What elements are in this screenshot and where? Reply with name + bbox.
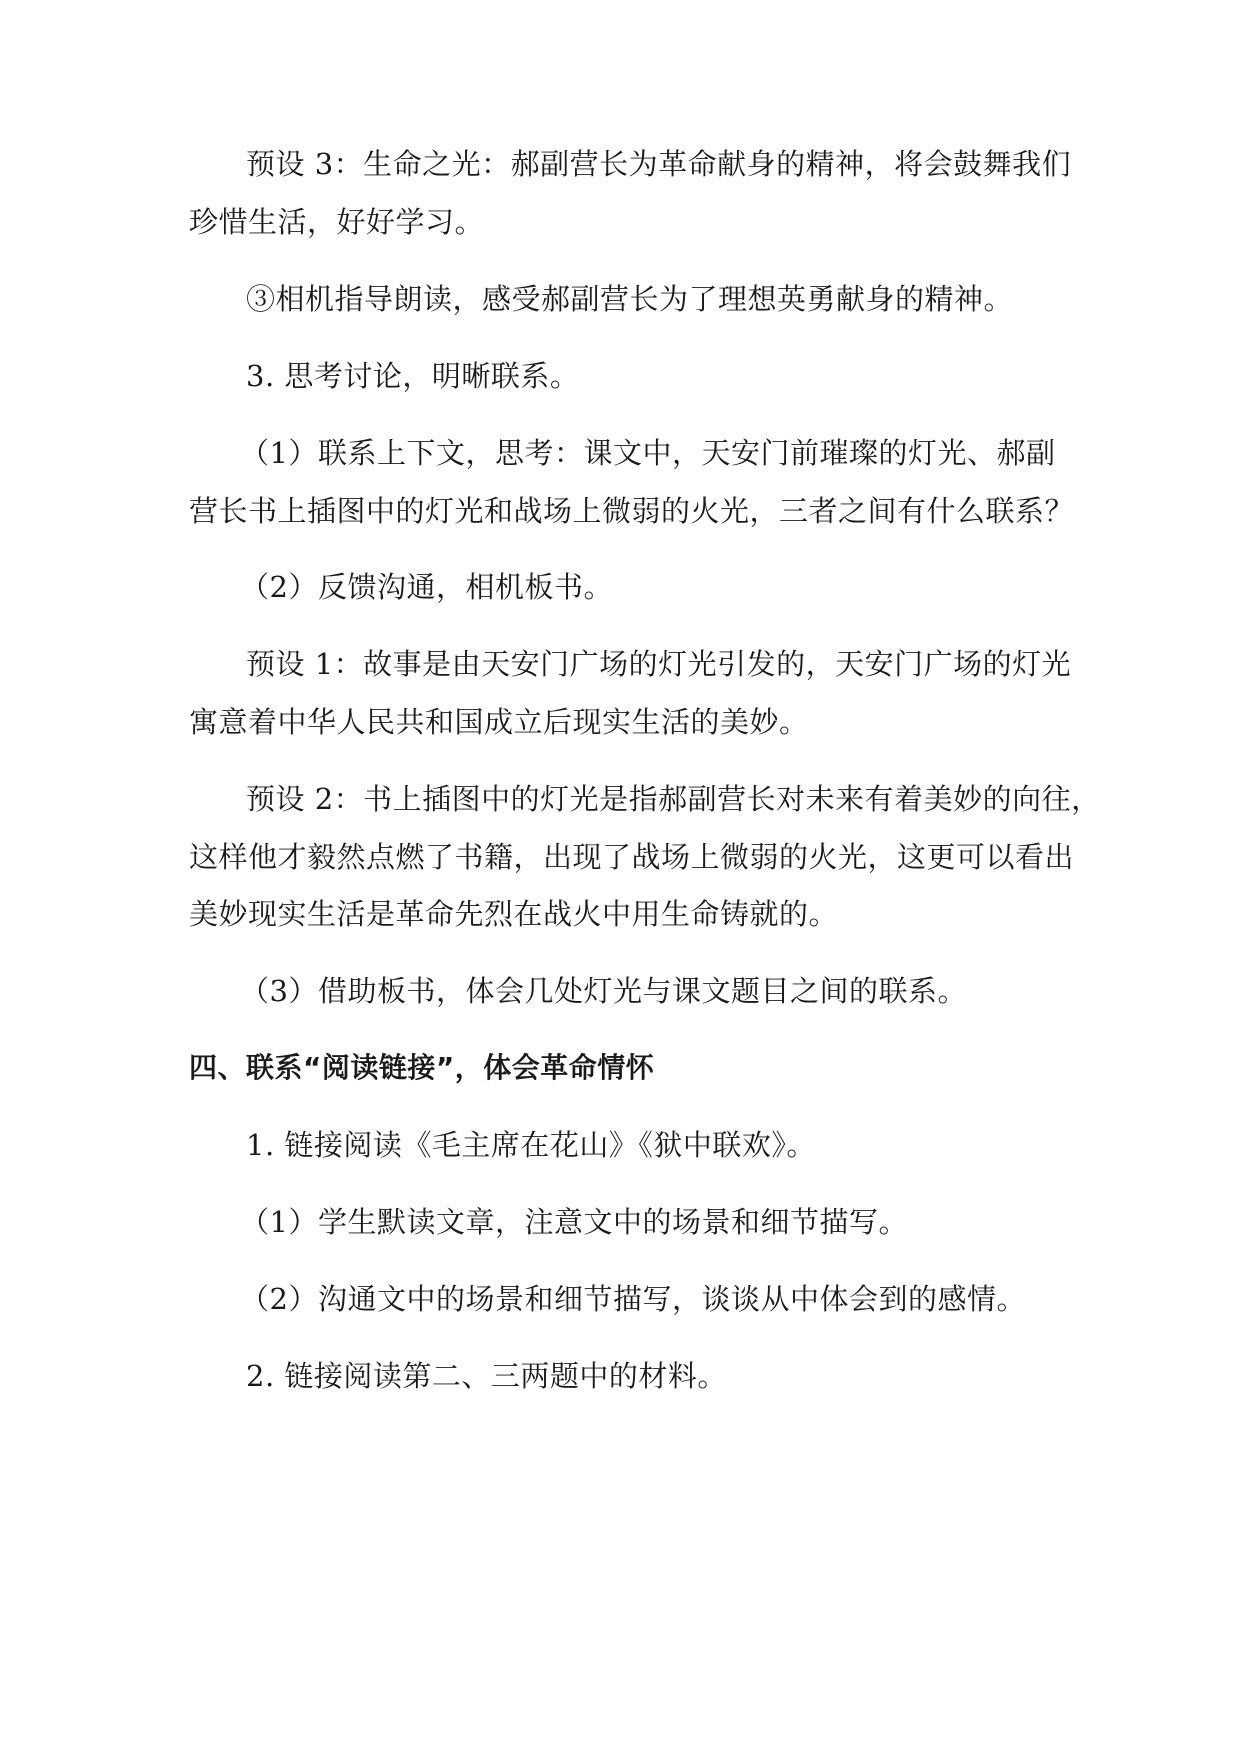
paragraph-item-2: （2）反馈沟通，相机板书。 bbox=[240, 570, 613, 604]
paragraph-link-reading-1: 1. 链接阅读《毛主席在花山》《狱中联欢》。 bbox=[246, 1128, 816, 1162]
paragraph-preset-2-line-1: 预设 2：书上插图中的灯光是指郝副营长对未来有着美妙的向往， bbox=[246, 782, 1101, 816]
paragraph-item-1-line-1: （1）联系上下文，思考：课文中，天安门前璀璨的灯光、郝副 bbox=[240, 436, 1056, 470]
paragraph-discussion-heading: 3. 思考讨论，明晰联系。 bbox=[246, 359, 580, 393]
paragraph-preset-3-line-2: 珍惜生活，好好学习。 bbox=[189, 205, 485, 239]
paragraph-guided-reading: ③相机指导朗读，感受郝副营长为了理想英勇献身的精神。 bbox=[246, 282, 1014, 316]
paragraph-communicate: （2）沟通文中的场景和细节描写，谈谈从中体会到的感情。 bbox=[240, 1282, 1026, 1316]
paragraph-preset-1-line-2: 寓意着中华人民共和国成立后现实生活的美妙。 bbox=[189, 705, 809, 739]
paragraph-link-reading-2: 2. 链接阅读第二、三两题中的材料。 bbox=[246, 1359, 727, 1393]
paragraph-item-1-line-2: 营长书上插图中的灯光和战场上微弱的火光，三者之间有什么联系？ bbox=[189, 494, 1075, 528]
paragraph-preset-2-line-3: 美妙现实生活是革命先烈在战火中用生命铸就的。 bbox=[189, 897, 839, 931]
paragraph-silent-reading: （1）学生默读文章，注意文中的场景和细节描写。 bbox=[240, 1205, 908, 1239]
paragraph-preset-1-line-1: 预设 1：故事是由天安门广场的灯光引发的，天安门广场的灯光 bbox=[246, 647, 1072, 681]
paragraph-preset-2-line-2: 这样他才毅然点燃了书籍，出现了战场上微弱的火光，这更可以看出 bbox=[189, 840, 1075, 874]
paragraph-item-3: （3）借助板书，体会几处灯光与课文题目之间的联系。 bbox=[240, 974, 967, 1008]
paragraph-preset-3-line-1: 预设 3：生命之光：郝副营长为革命献身的精神，将会鼓舞我们 bbox=[246, 147, 1072, 181]
section-heading-four: 四、联系“阅读链接”，体会革命情怀 bbox=[189, 1051, 655, 1084]
